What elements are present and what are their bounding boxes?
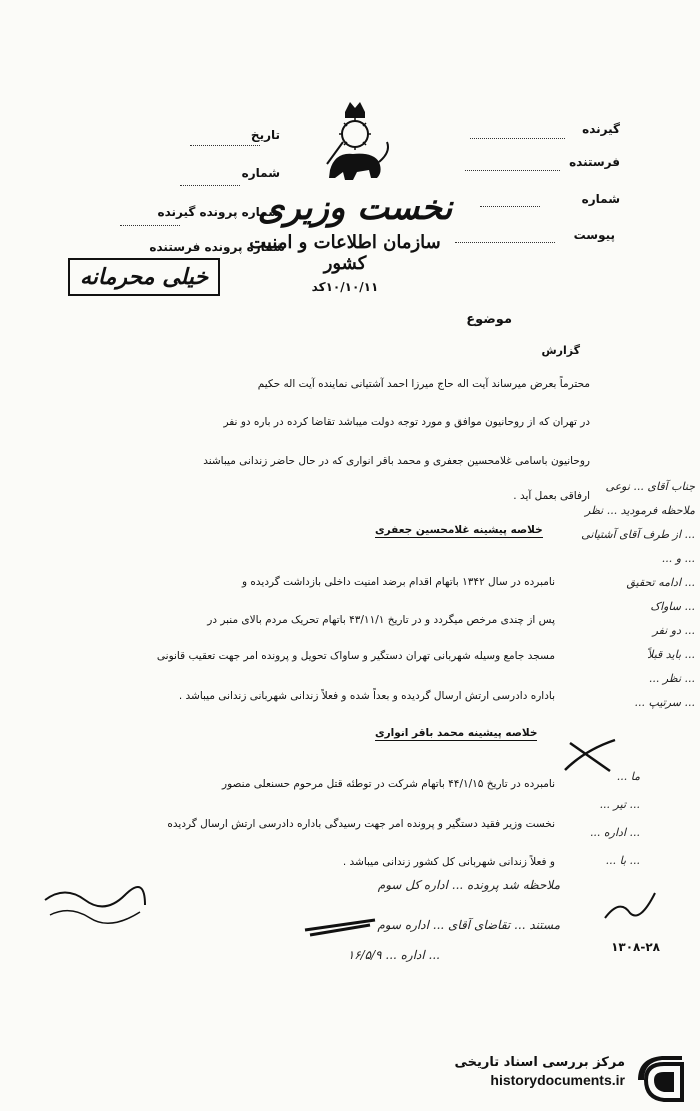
margin-note: ... تیر ... <box>599 798 640 811</box>
footer-org-name: مرکز بررسی اسناد تاریخی <box>454 1055 625 1070</box>
section1-line-4: باداره دادرسی ارتش ارسال گردیده و بعداً شده و فعلاً زندانی شهربانی زندانی میباشد . <box>178 690 555 702</box>
footer-website: historydocuments.ir <box>490 1072 625 1088</box>
documents-logo-icon <box>632 1050 690 1108</box>
section2-line-2: نخست وزیر فقید دستگیر و پرونده امر جهت رسیدگی باداره دادرسی ارتش ارسال گردیده <box>167 818 555 830</box>
cross-mark-icon <box>560 735 620 775</box>
sender-field-line <box>465 170 560 171</box>
strikethrough-mark-icon <box>300 905 380 945</box>
margin-note: ... اداره ... <box>589 826 640 839</box>
margin-note: ... ادامه تحقیق <box>626 576 695 589</box>
sender-label: فرستنده <box>569 155 620 169</box>
signature-mark-icon <box>600 888 660 928</box>
section1-line-1: نامبرده در سال ۱۳۴۲ باتهام اقدام برضد امنیت داخلی بازداشت گردیده و <box>241 576 555 588</box>
number-right-field-line <box>480 206 540 207</box>
attachment-field-line <box>455 242 555 243</box>
reference-number: ۱۰/۱۰/۱۱کد <box>311 280 379 294</box>
report-intro-line-4: ارفاقی بعمل آید . <box>513 490 590 502</box>
margin-note: ... از طرف آقای آشتیانی <box>581 528 695 541</box>
report-intro-line-1: محترماً بعرض میرساند آیت اله حاج میرزا احمد آشتیانی نماینده آیت اله حکیم <box>257 378 590 390</box>
number-label: شماره <box>241 166 280 180</box>
number-right-label: شماره <box>581 192 620 206</box>
number-field-line <box>180 185 240 186</box>
section2-line-3: و فعلاً زندانی شهربانی کل کشور زندانی میباشد . <box>342 856 555 868</box>
letterhead-title: نخست وزیری <box>257 188 453 228</box>
section2-line-1: نامبرده در تاریخ ۴۴/۱/۱۵ باتهام شرکت در توطئه قتل مرحوم حسنعلی منصور <box>222 778 555 790</box>
footer-brand <box>415 1055 625 1088</box>
recipient-file-number-line <box>120 225 180 226</box>
margin-note: ما ... <box>616 770 640 783</box>
margin-note: ... با ... <box>605 854 640 867</box>
section1-line-2: پس از چندی مرخص میگردد و در تاریخ ۴۳/۱۱/۱ باتهام تحریک مردم بالای منبر در <box>207 614 555 626</box>
margin-note: ... سرتیپ ... <box>634 696 695 709</box>
subject-label: موضوع <box>466 312 512 327</box>
signature-scribble-icon <box>40 880 150 930</box>
margin-note: جناب آقای ... نوعی <box>605 480 695 493</box>
recipient-field-line <box>470 138 565 139</box>
bottom-note-2: مستند ... تقاضای آقای ... اداره سوم <box>377 918 560 932</box>
margin-note: ... نظر ... <box>648 672 695 685</box>
attachment-label: پیوست <box>573 228 615 242</box>
bottom-note-3: ... اداره ... ۱۶/۵/۹ <box>347 948 440 962</box>
report-intro-line-3: روحانیون باسامی غلامحسین جعفری و محمد باقر انواری که در حال حاضر زندانی میباشند <box>203 455 590 467</box>
report-intro-line-2: در تهران که از روحانیون موافق و مورد توجه دولت میباشد تقاضا کرده در باره دو نفر <box>223 416 590 428</box>
date-label: تاریخ <box>250 128 280 142</box>
recipient-file-number-label: شماره پرونده گیرنده <box>157 205 280 219</box>
margin-note: ملاحظه فرمودید ... نظر <box>585 504 695 517</box>
classification-stamp: خیلی محرمانه <box>68 258 220 296</box>
margin-note: ... باید قبلاً <box>647 648 695 661</box>
section2-heading: خلاصه پیشینه محمد باقر انواری <box>375 727 538 739</box>
margin-note: ... و ... <box>661 552 695 565</box>
lower-right-handwriting <box>550 770 640 890</box>
letterhead-subtitle: سازمان اطلاعات و امنیت کشور <box>249 232 441 274</box>
margin-note: ... ساواک <box>650 600 695 613</box>
right-margin-handwriting <box>560 480 695 740</box>
section1-line-3: مسجد جامع وسیله شهربانی تهران دستگیر و ساواک تحویل و پرونده امر جهت تعقیب قانونی <box>156 650 555 662</box>
margin-note: ... دو نفر <box>652 624 695 637</box>
date-field-line <box>190 145 260 146</box>
date-stamp: ۱۳۰۸-۲۸ <box>611 940 660 954</box>
recipient-label: گیرنده <box>582 122 620 136</box>
report-heading: گزارش <box>541 344 580 357</box>
sender-file-number-label: شماره پرونده فرستنده <box>149 240 285 254</box>
lion-and-sun-emblem-icon <box>305 92 405 192</box>
bottom-note-1: ملاحظه شد پرونده ... اداره کل سوم <box>377 878 560 892</box>
section1-heading: خلاصه پیشینه غلامحسین جعفری <box>375 524 543 536</box>
